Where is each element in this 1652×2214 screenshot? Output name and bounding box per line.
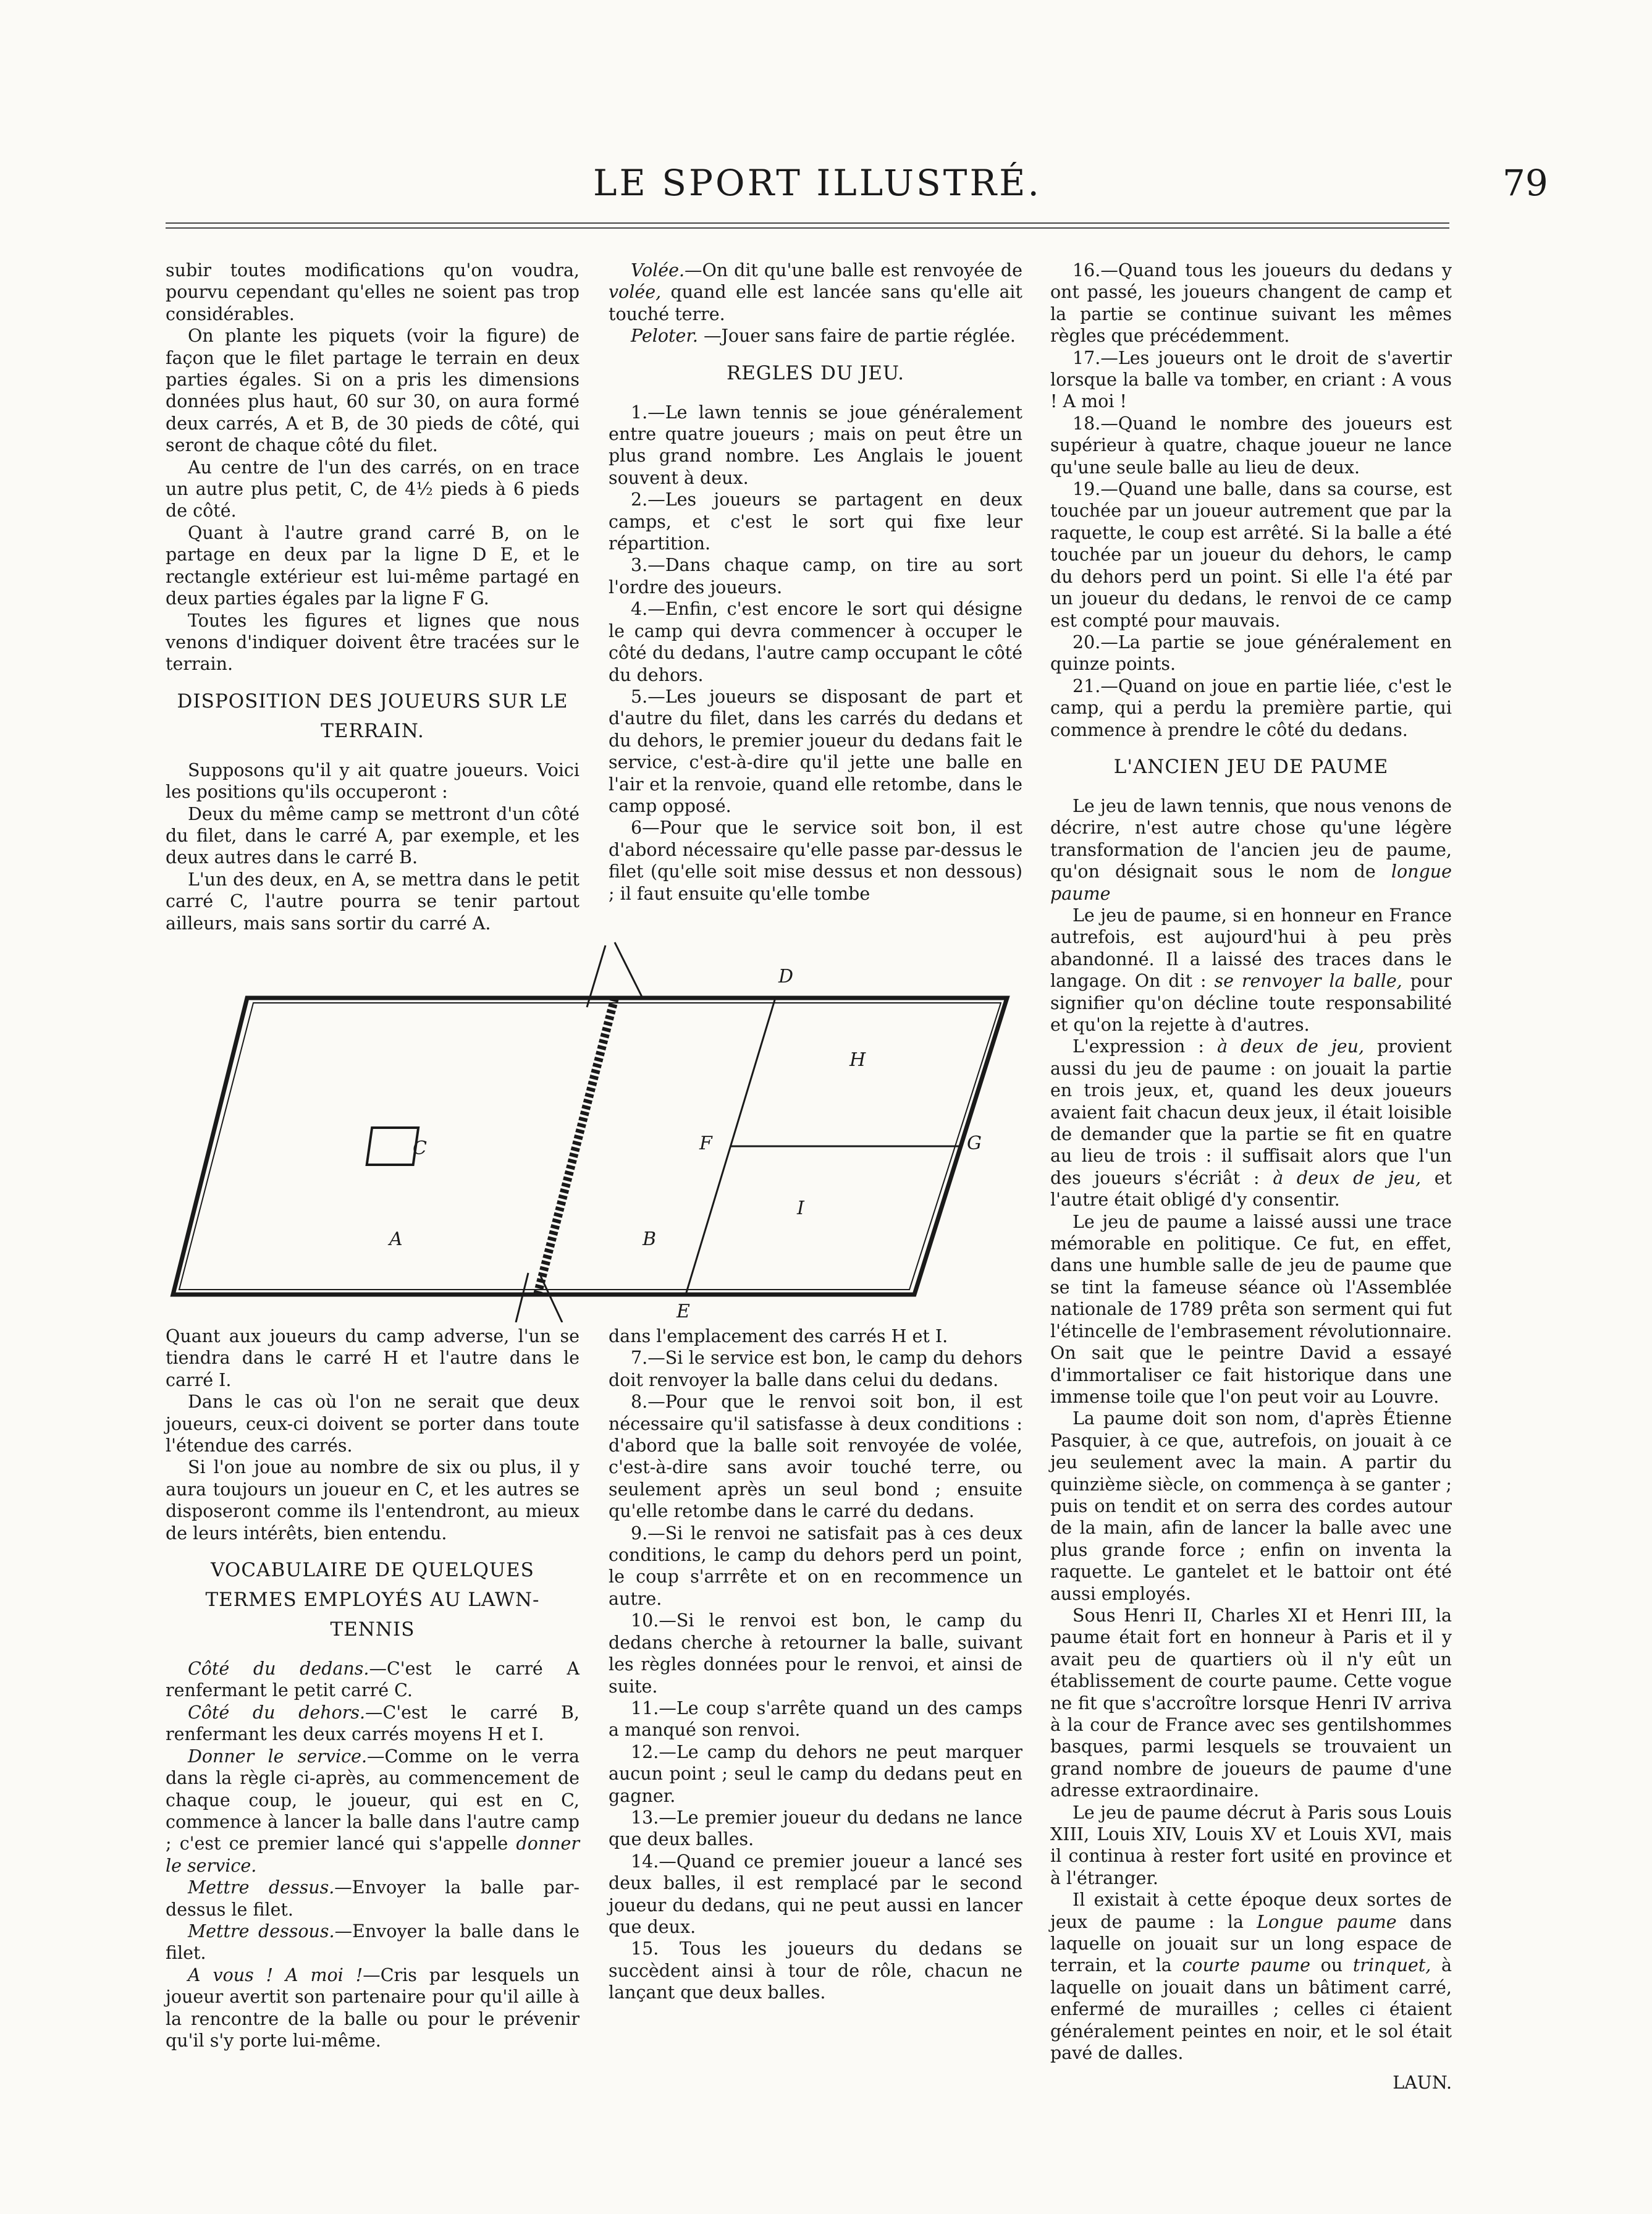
term-inline: volée, — [609, 282, 662, 303]
rule: 1.—Le lawn tennis se joue généralement entre quatre joueurs ; mais on peut être un plus grand nombre. Les Anglais le jouent souvent à deux. — [609, 402, 1022, 488]
term: Peloter. — [631, 326, 698, 347]
term: Donner le service. — [188, 1746, 368, 1767]
court-diagram — [154, 939, 1038, 1322]
paragraph: Dans le cas où l'on ne serait que deux joueurs, ceux-ci doivent se porter dans toute l'étendue des carrés. — [166, 1392, 579, 1456]
section-heading-vocabulaire: VOCABULAIRE DE QUELQUES TERMES EMPLOYÉS AU LAWN-TENNIS — [205, 1559, 540, 1641]
label-e: E — [676, 1301, 690, 1322]
paragraph: pour signifier qu'on décline toute responsabilité et qu'on la rejette à d'autres. — [1050, 971, 1452, 1035]
label-h: H — [849, 1049, 866, 1071]
paragraph: à laquelle on jouait dans un bâtiment carré, enfermé de murailles ; celles ci étaient généralement peintes en noir, et le sol était pavé de dalles. — [1050, 1955, 1452, 2064]
paragraph: dans laquelle on jouait sur un long espace de terrain, et la — [1050, 1911, 1452, 1976]
rule: 16.—Quand tous les joueurs du dedans y ont passé, les joueurs changent de camp et la partie se continue suivant les mêmes règles que précédemment. — [1050, 260, 1452, 347]
column-1 — [166, 260, 579, 934]
rule: 8.—Pour que le renvoi soit bon, il est nécessaire qu'il satisfasse à deux conditions : d'abord que la balle soit renvoyée de volée, c'est-à-dire sans avoir touché terre, ou seulement après un seul bond ; ensuite qu'elle retombe dans le carré du dedans. — [609, 1392, 1022, 1522]
paragraph: ou — [1320, 1955, 1343, 1976]
definition: —Comme on le verra dans la règle ci-après, au commencement de chaque coup, le joueur, qui est en C, commence à lancer la balle dans l'autre camp ; c'est ce premier lancé qui s'appelle — [166, 1746, 579, 1854]
term: Mettre dessous. — [188, 1920, 335, 1941]
term: Côté du dedans. — [188, 1658, 369, 1680]
paragraph: Deux du même camp se mettront d'un côté du filet, dans le carré A, par exemple, et les deux autres dans le carré B. — [166, 803, 579, 868]
rule: 20.—La partie se joue généralement en quinze points. — [1050, 632, 1452, 675]
definition: —Jouer sans faire de partie réglée. — [703, 326, 1016, 347]
rule: 18.—Quand le nombre des joueurs est supérieur à quatre, chaque joueur ne lance qu'une seule balle au lieu de deux. — [1050, 413, 1452, 478]
paragraph: Quant à l'autre grand carré B, on le partage en deux par la ligne D E, et le rectangle extérieur est lui-même partagé en deux parties égales par la ligne F G. — [166, 522, 579, 609]
paragraph: Le jeu de paume a laissé aussi une trace mémorable en politique. Ce fut, en effet, dans une humble salle de jeu de paume que se tint la fameuse séance où l'Assemblée nationale de 1789 prêta son serment qui fut l'étincelle de l'embrasement révolutionnaire. On sait que le peintre David a essayé d'immortaliser ce fait historique dans une immense toile que l'on peut voir au Louvre. — [1050, 1211, 1452, 1407]
author-signature: LAUN. — [1393, 2072, 1452, 2093]
label-d: D — [778, 966, 794, 987]
header-rule — [166, 222, 1449, 229]
paragraph: Supposons qu'il y ait quatre joueurs. Voici les positions qu'ils occuperont : — [166, 759, 579, 803]
section-heading-paume: L'ANCIEN JEU DE PAUME — [1113, 755, 1389, 778]
net-post-bottom-right — [541, 1276, 562, 1322]
label-c: C — [413, 1138, 427, 1159]
section-heading-disposition: DISPOSITION DES JOUEURS SUR LE TERRAIN. — [177, 690, 568, 742]
column-2 — [609, 260, 1022, 905]
emphasis: se renvoyer la balle, — [1214, 971, 1402, 992]
rule: 9.—Si le renvoi ne satisfait pas à ces deux conditions, le camp du dehors perd un point, le coup s'arrrête et on en recommence un autre. — [609, 1523, 1022, 1609]
net-post-bottom-left — [516, 1273, 528, 1322]
definition: —Envoyer la balle par-dessus le filet. — [166, 1877, 579, 1920]
emphasis: courte paume — [1182, 1955, 1311, 1976]
rule: 7.—Si le service est bon, le camp du dehors doit renvoyer la balle dans celui du dedans. — [609, 1348, 1022, 1390]
paragraph: Au centre de l'un des carrés, on en trace un autre plus petit, C, de 4½ pieds à 6 pieds de côté. — [166, 457, 579, 522]
term: A vous ! A moi ! — [188, 1964, 363, 1985]
net-line — [537, 998, 615, 1295]
rule: 15. Tous les joueurs du dedans se succèdent ainsi à tour de rôle, chacun ne lançant que deux balles. — [609, 1938, 1022, 2003]
rule: 17.—Les joueurs ont le droit de s'avertir lorsque la balle va tomber, en criant : A vous ! A moi ! — [1050, 347, 1452, 412]
label-b: B — [643, 1228, 657, 1250]
label-i: I — [797, 1198, 804, 1219]
paragraph: Toutes les figures et lignes que nous venons d'indiquer doivent être tracées sur le terrain. — [166, 610, 579, 675]
rule: 13.—Le premier joueur du dedans ne lance que deux balles. — [609, 1807, 1022, 1850]
rule: 10.—Si le renvoi est bon, le camp du dedans cherche à retourner la balle, suivant les règles données pour le renvoi, et ainsi de suite. — [609, 1610, 1022, 1697]
paragraph: Le jeu de lawn tennis, que nous venons de décrire, n'est autre chose qu'une légère transformation de l'ancien jeu de paume, qu'on désignait sous le nom de — [1050, 795, 1452, 882]
paragraph: Le jeu de paume décrut à Paris sous Louis XIII, Louis XIV, Louis XV et Louis XVI, mais il continua à rester fort usité en province et à l'étranger. — [1050, 1802, 1452, 1888]
net-post-top-right — [615, 942, 643, 998]
rule: 14.—Quand ce premier joueur a lancé ses deux balles, il est remplacé par le second joueur du dedans, qui ne peut aussi en lancer que deux. — [609, 1851, 1022, 1937]
rule: 2.—Les joueurs se partagent en deux camps, et c'est le sort qui fixe leur répartition. — [609, 489, 1022, 554]
emphasis: longue paume — [1050, 861, 1452, 904]
paragraph: Si l'on joue au nombre de six ou plus, il y aura toujours un joueur en C, et les autres se disposeront comme ils l'entendront, au mieux de leurs intérêts, bien entendu. — [166, 1457, 579, 1544]
definition: —C'est le carré B, renfermant les deux carrés moyens H et I. — [166, 1702, 579, 1745]
column-2-lower — [609, 1325, 1022, 2004]
section-heading-regles: REGLES DU JEU. — [726, 361, 905, 384]
definition: —Cris par lesquels un joueur avertit son partenaire pour qu'il aille à la rencontre de la balle ou pour le prévenir qu'il s'y porte lui-même. — [166, 1964, 580, 2051]
small-square-c — [367, 1128, 418, 1165]
paragraph: Il existait à cette époque deux sortes de jeux de paume : la — [1050, 1890, 1452, 1932]
rule: 3.—Dans chaque camp, on tire au sort l'ordre des joueurs. — [609, 555, 1022, 598]
paragraph: L'un des deux, en A, se mettra dans le petit carré C, l'autre pourra se tenir partout ailleurs, mais sans sortir du carré A. — [166, 869, 579, 934]
label-a: A — [389, 1228, 403, 1250]
term: Volée. — [631, 260, 685, 281]
rule: 12.—Le camp du dehors ne peut marquer aucun point ; seul le camp du dedans peut en gagner. — [609, 1741, 1022, 1806]
rule: 19.—Quand une balle, dans sa course, est touchée par un joueur autrement que par la raquette, le coup est arrêté. Si la balle a été touchée par un joueur du dehors, le camp du dehors perd un point. Si elle l'a été par un joueur du dedans, le renvoi de ce camp est compté pour mauvais. — [1050, 479, 1452, 631]
paragraph: Sous Henri II, Charles XI et Henri III, la paume était fort en honneur à Paris et il y avait peu de quartiers où il n'y eût un établissement de courte paume. Cette vogue ne fit que s'accroître lorsque Henri IV arriva à la cour de France avec ses gentilshommes basques, parmi lesquels se trouvaient un grand nombre de joueurs de paume d'une adresse extraordinaire. — [1050, 1605, 1452, 1801]
rule: 6—Pour que le service soit bon, il est d'abord nécessaire qu'elle passe par-dessus le filet (qu'elle soit mise dessus et non dessous) ; il faut ensuite qu'elle tombe — [609, 818, 1022, 904]
page-number: 79 — [1502, 162, 1548, 204]
column-1-lower — [166, 1325, 579, 2051]
rule: 11.—Le coup s'arrête quand un des camps a manqué son renvoi. — [609, 1697, 1022, 1741]
rule: 21.—Quand on joue en partie liée, c'est le camp, qui a perdu la première partie, qui commence à prendre le côté du dedans. — [1050, 675, 1452, 740]
emphasis: Longue paume — [1257, 1911, 1397, 1932]
paragraph: L'expression : — [1073, 1036, 1204, 1057]
emphasis: à deux de jeu, — [1273, 1167, 1422, 1188]
paragraph: subir toutes modifications qu'on voudra, pourvu cependant qu'elles ne soient pas trop considérables. — [166, 260, 579, 324]
paragraph: On plante les piquets (voir la figure) de façon que le filet partage le terrain en deux parties égales. Si on a pris les dimensions données plus haut, 60 sur 30, on aura formé deux carrés, A et B, de 30 pieds de côté, qui seront de chaque côté du filet. — [166, 326, 579, 456]
paragraph: et l'autre était obligé d'y consentir. — [1050, 1167, 1452, 1211]
paragraph: Quant aux joueurs du camp adverse, l'un se tiendra dans le carré H et l'autre dans le carré I. — [166, 1326, 579, 1390]
term: Côté du dehors. — [188, 1702, 366, 1723]
column-3 — [1050, 260, 1452, 2094]
paragraph: provient aussi du jeu de paume : on jouait la partie en trois jeux, et, quand les deux joueurs avaient fait chacun deux jeux, il était loisible de demander que la partie se fit en quatre au lieu de trois : il suffisait alors que l'un des joueurs s'écriât : — [1050, 1036, 1452, 1188]
definition: —Envoyer la balle dans le filet. — [166, 1920, 579, 1964]
emphasis: trinquet, — [1352, 1955, 1431, 1976]
rule: dans l'emplacement des carrés H et I. — [609, 1326, 948, 1346]
paragraph: Le jeu de paume, si en honneur en France autrefois, est aujourd'hui à peu près abandonné. Il a laissé des traces dans le langage. On dit : — [1050, 905, 1452, 992]
rule: 4.—Enfin, c'est encore le sort qui désigne le camp qui devra commencer à occuper le côté du dedans, l'autre camp occupant le côté du dehors. — [609, 599, 1022, 685]
paragraph: La paume doit son nom, d'après Étienne Pasquier, à ce que, autrefois, on jouait à ce jeu seulement avec la main. A partir du quinzième siècle, on commença à se ganter ; puis on tendit et on serra des cordes autour de la main, afin de lancer la balle avec une plus grande force ; enfin on inventa la raquette. Le gantelet et le battoir ont été aussi employés. — [1050, 1408, 1452, 1604]
emphasis: à deux de jeu, — [1217, 1036, 1365, 1057]
page-header-title: LE SPORT ILLUSTRÉ. — [593, 162, 1042, 204]
definition: —On dit qu'une balle est renvoyée de — [685, 260, 1022, 281]
rule: 5.—Les joueurs se disposant de part et d'autre du filet, dans les carrés du dedans et du dehors, le premier joueur du dedans fait le service, c'est-à-dire qu'il jette une balle en l'air et la renvoie, quand elle retombe, dans le camp opposé. — [609, 686, 1022, 816]
definition: quand elle est lancée sans qu'elle ait touché terre. — [609, 282, 1022, 324]
label-f: F — [699, 1133, 712, 1154]
term-inline: donner le service. — [166, 1833, 580, 1876]
label-g: G — [967, 1133, 982, 1154]
definition: —C'est le carré A renfermant le petit carré C. — [166, 1658, 579, 1701]
term: Mettre dessus. — [188, 1877, 335, 1898]
